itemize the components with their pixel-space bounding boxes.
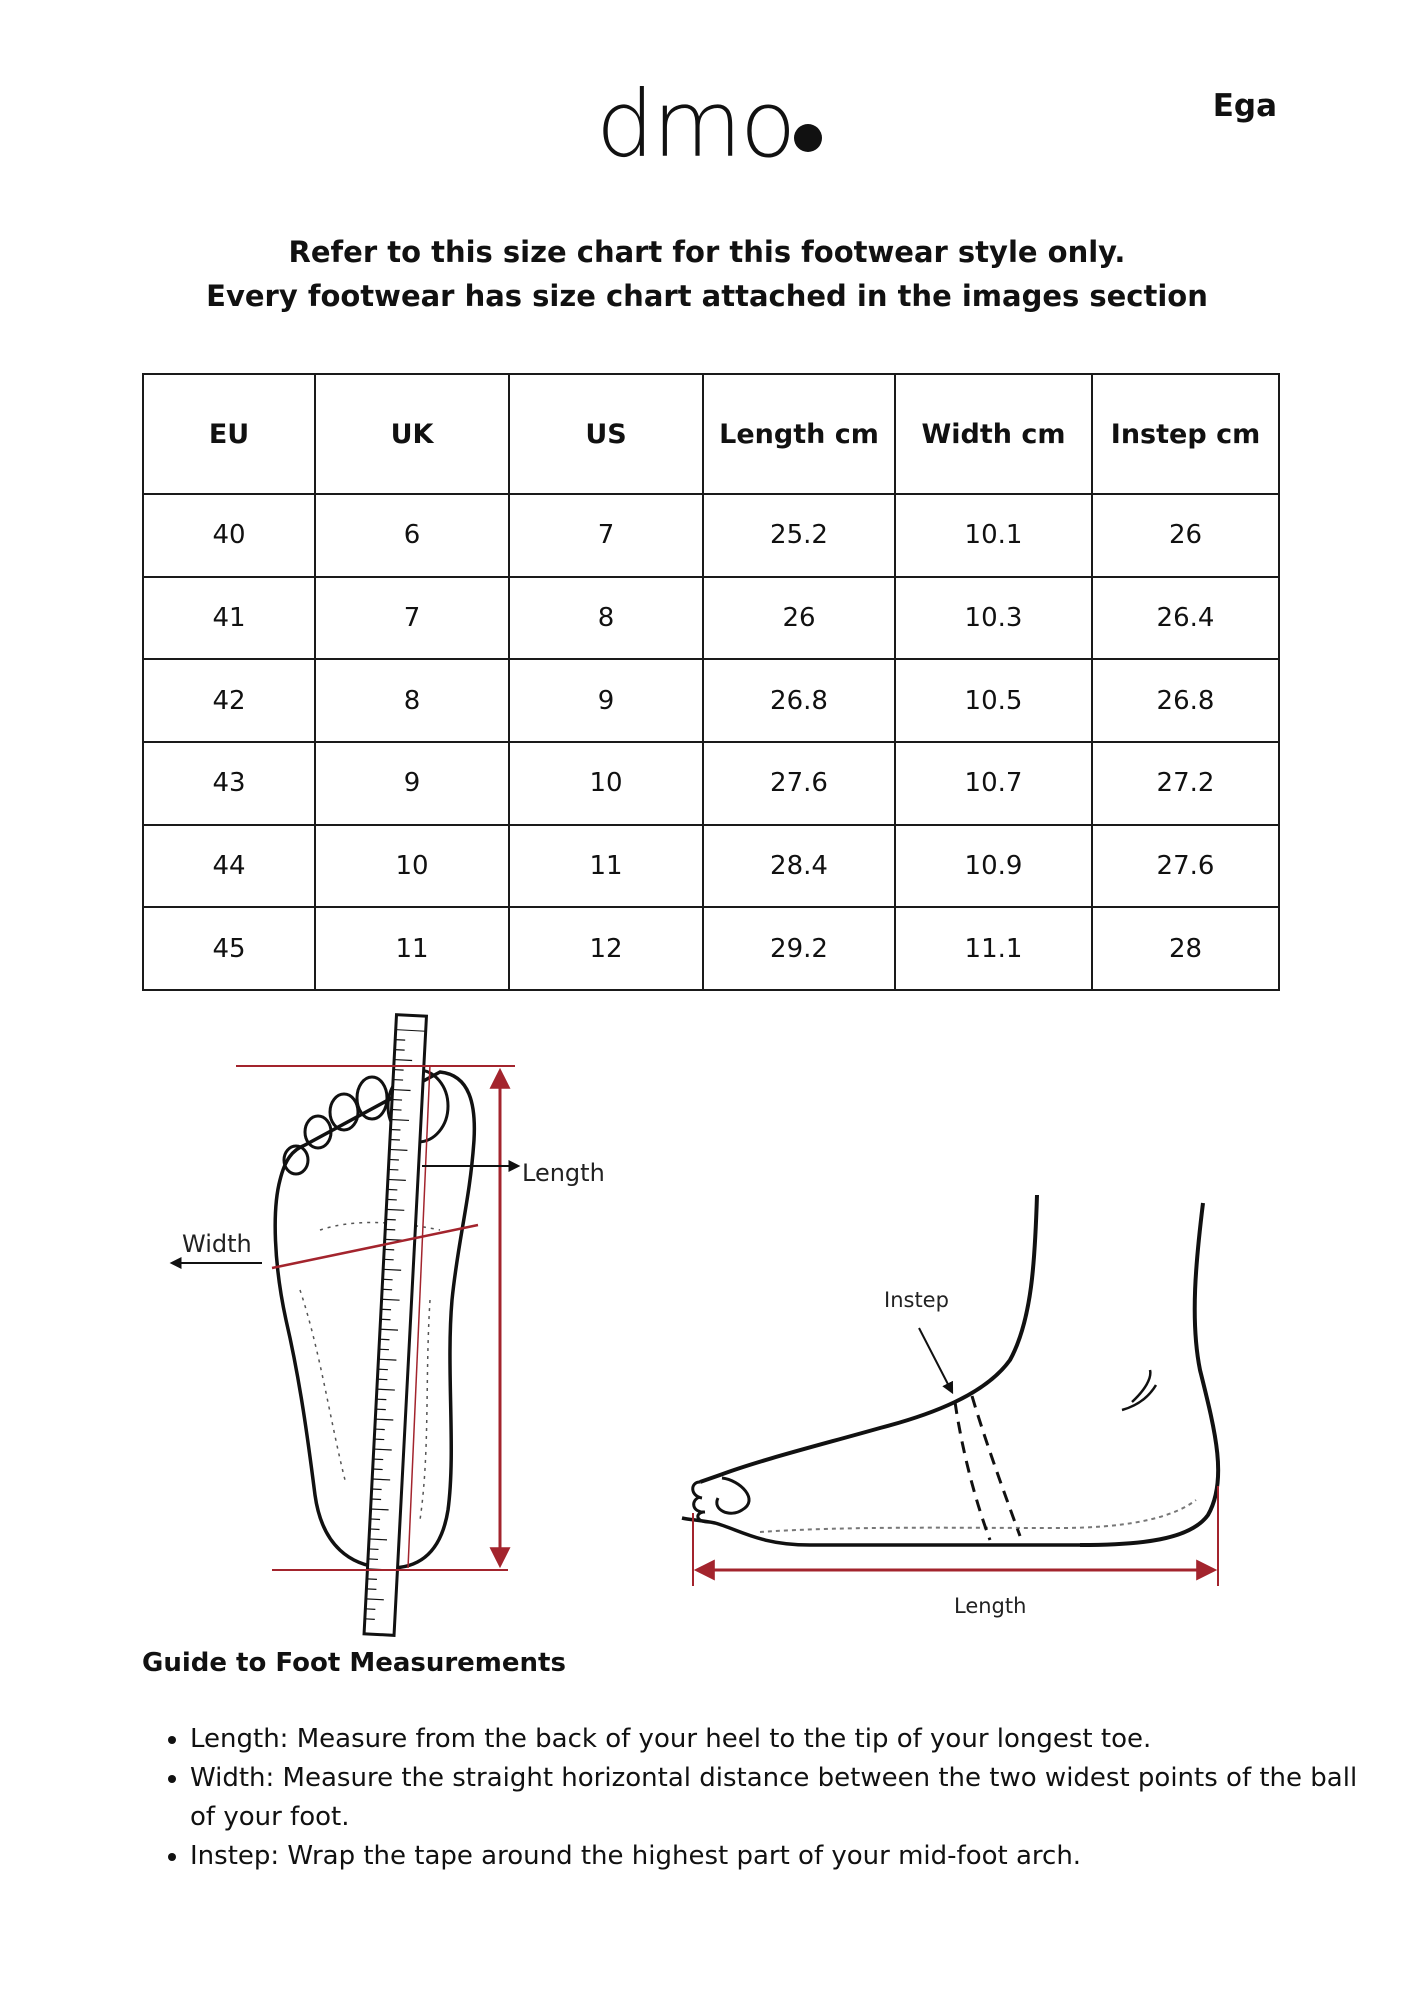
cell-instep: 26.4 (1092, 577, 1279, 660)
cell-us: 7 (509, 494, 703, 577)
cell-eu: 44 (143, 825, 315, 908)
cell-length: 26.8 (703, 659, 895, 742)
sole-line (682, 1518, 1080, 1545)
instep-dashed-band (955, 1396, 1020, 1540)
ankle-bone (1122, 1370, 1156, 1410)
toe (330, 1094, 358, 1130)
intro-line-2: Every footwear has size chart attached in the images section (206, 279, 1208, 313)
header-instep: Instep cm (1092, 374, 1279, 494)
cell-us: 10 (509, 742, 703, 825)
cell-length: 27.6 (703, 742, 895, 825)
cell-us: 9 (509, 659, 703, 742)
table-header-row (143, 374, 1279, 494)
cell-width: 11.1 (895, 907, 1092, 990)
guide-list (142, 1720, 1370, 1876)
ruler-ticks (365, 1040, 413, 1620)
cell-length: 25.2 (703, 494, 895, 577)
dmo-logo (596, 78, 826, 178)
table-row (143, 659, 1279, 742)
sole-shading (300, 1223, 440, 1521)
cell-length: 29.2 (703, 907, 895, 990)
table-row (143, 907, 1279, 990)
cell-instep: 26.8 (1092, 659, 1279, 742)
sole-width-label: Width (182, 1230, 252, 1258)
logo-dot (794, 124, 822, 152)
side-shading (760, 1500, 1196, 1532)
foot-side-illustration (682, 1195, 1218, 1618)
size-chart-table (142, 373, 1280, 991)
cell-uk: 7 (315, 577, 509, 660)
big-toe (388, 1070, 448, 1142)
cell-width: 10.5 (895, 659, 1092, 742)
table-row (143, 494, 1279, 577)
table-row (143, 577, 1279, 660)
cell-eu: 45 (143, 907, 315, 990)
cell-instep: 28 (1092, 907, 1279, 990)
header-width: Width cm (895, 374, 1092, 494)
guide-title: Guide to Foot Measurements (142, 1648, 566, 1678)
intro-line-1: Refer to this size chart for this footwear style only. (288, 235, 1126, 269)
cell-width: 10.9 (895, 825, 1092, 908)
cell-uk: 6 (315, 494, 509, 577)
foot-sole-illustration (172, 1015, 605, 1636)
header-us: US (509, 374, 703, 494)
cell-eu: 41 (143, 577, 315, 660)
cell-length: 26 (703, 577, 895, 660)
header-length: Length cm (703, 374, 895, 494)
side-length-label: Length (954, 1594, 1027, 1618)
cell-length: 28.4 (703, 825, 895, 908)
header-eu: EU (143, 374, 315, 494)
guide-item-instep: • Instep: Wrap the tape around the highest part of your mid-foot arch. (190, 1837, 1370, 1876)
cell-instep: 27.2 (1092, 742, 1279, 825)
guide-item-width: • Width: Measure the straight horizontal distance between the two widest points of the ball of your foot. (190, 1759, 1370, 1837)
sole-width-line (272, 1225, 478, 1268)
header-uk: UK (315, 374, 509, 494)
guide-item-length: • Length: Measure from the back of your heel to the tip of your longest toe. (190, 1720, 1370, 1759)
sole-length-label: Length (522, 1159, 605, 1187)
table-row (143, 742, 1279, 825)
table-row (143, 825, 1279, 908)
model-name: Ega (1212, 88, 1277, 124)
cell-uk: 9 (315, 742, 509, 825)
sole-center-line (408, 1065, 430, 1568)
toe (284, 1146, 308, 1174)
side-instep-label: Instep (884, 1288, 949, 1312)
cell-eu: 40 (143, 494, 315, 577)
cell-instep: 27.6 (1092, 825, 1279, 908)
cell-width: 10.1 (895, 494, 1092, 577)
toe (357, 1077, 387, 1119)
cell-us: 8 (509, 577, 703, 660)
logo-text: dmo (596, 78, 795, 178)
heel-line (1080, 1203, 1218, 1545)
cell-eu: 42 (143, 659, 315, 742)
cell-uk: 8 (315, 659, 509, 742)
cell-uk: 10 (315, 825, 509, 908)
cell-us: 12 (509, 907, 703, 990)
instep-pointer-arrow (919, 1328, 952, 1392)
sole-outline (275, 1072, 474, 1568)
cell-us: 11 (509, 825, 703, 908)
toe (305, 1116, 331, 1148)
cell-eu: 43 (143, 742, 315, 825)
side-toes (693, 1478, 749, 1522)
cell-uk: 11 (315, 907, 509, 990)
cell-width: 10.7 (895, 742, 1092, 825)
instep-line (700, 1195, 1037, 1482)
cell-width: 10.3 (895, 577, 1092, 660)
cell-instep: 26 (1092, 494, 1279, 577)
ruler (364, 1015, 426, 1636)
